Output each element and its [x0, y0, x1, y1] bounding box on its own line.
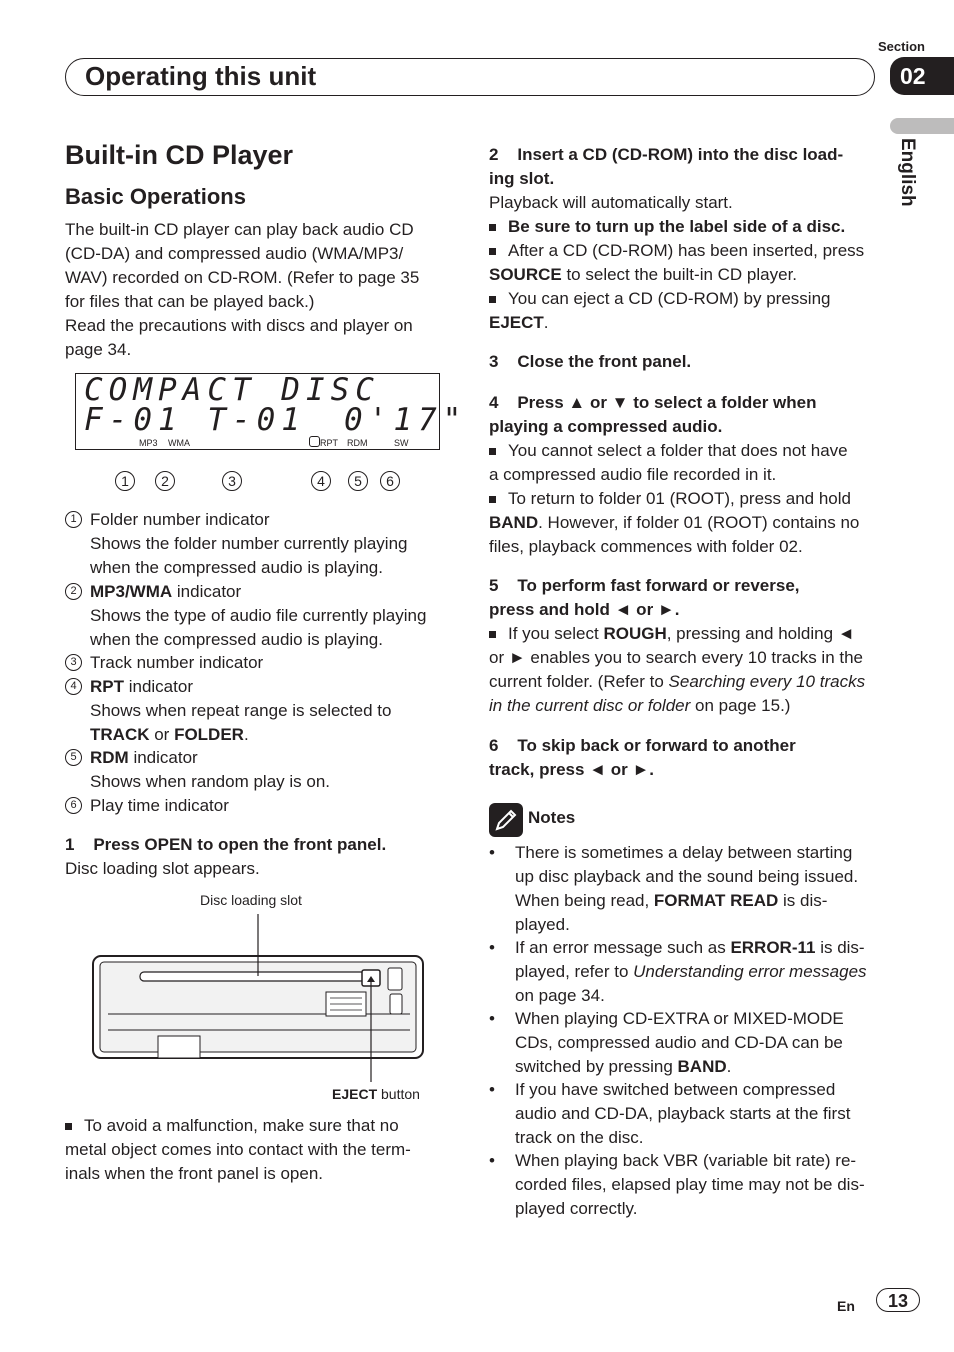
footer-language: En — [837, 1298, 855, 1314]
step-4-title: 4 Press ▲ or ▼ to select a folder when playing a compressed audio. — [489, 393, 817, 436]
step-3-title: 3 Close the front panel. — [489, 352, 692, 371]
repeat-icon — [309, 436, 320, 447]
callout-2: 2 — [155, 471, 175, 491]
step-6-title: 6 To skip back or forward to another track, press ◄ or ►. — [489, 736, 796, 779]
legend-item-rdm: 5 RDM indicator Shows when random play is on. — [65, 746, 455, 794]
page-number: 13 — [876, 1288, 920, 1312]
section-number-badge: 02 — [890, 57, 954, 95]
legend-item-play-time: 6 Play time indicator — [65, 794, 455, 818]
legend-item-mp3-wma: 2 MP3/WMA indicator Shows the type of audio file currently playing when the compressed audio is playing. — [65, 580, 455, 652]
step-2-bullet-3: You can eject a CD (CD-ROM) by pressing EJECT. — [489, 289, 831, 332]
bullet-square-icon — [489, 448, 496, 455]
warning-note: To avoid a malfunction, make sure that no metal object comes into contact with the term- inals when the front panel is open. — [65, 1116, 411, 1183]
note-5: • When playing back VBR (variable bit rate) re- corded files, elapsed play time may not be dis- played correctly. — [489, 1151, 865, 1218]
page-title: Operating this unit — [85, 61, 317, 91]
main-heading: Built-in CD Player — [65, 140, 294, 170]
step-2-title: 2 Insert a CD (CD-ROM) into the disc load- ing slot. — [489, 145, 844, 188]
notes-pencil-icon — [489, 803, 523, 837]
lcd-display-figure — [75, 372, 468, 450]
language-label: English — [897, 138, 918, 207]
step-4-bullet-1: You cannot select a folder that does not have a compressed audio file recorded in it. — [489, 441, 848, 484]
callout-6: 6 — [380, 471, 400, 491]
step-5-bullet-1: If you select ROUGH, pressing and holding ◄ or ► enables you to search every 10 tracks in the current folder. (Refer to Searching every 10 tracks in the current disc or folder on page 15.) — [489, 624, 866, 715]
legend-item-track-number: 3 Track number indicator — [65, 651, 455, 675]
step-4-bullet-2: To return to folder 01 (ROOT), press and hold BAND. However, if folder 01 (ROOT) contains no files, playback commences with folder 02. — [489, 489, 860, 556]
intro-paragraph: The built-in CD player can play back audio CD (CD-DA) and compressed audio (WMA/MP3/ WAV) recorded on CD-ROM. (Refer to page 35 for files that can be played back.) Read the precautions with discs and player on page 34. — [65, 220, 420, 359]
bullet-square-icon — [489, 224, 496, 231]
notes-heading: Notes — [528, 808, 576, 827]
bullet-square-icon — [489, 631, 496, 638]
lcd-play-time: 0'17" — [344, 402, 468, 438]
bullet-square-icon — [65, 1123, 72, 1130]
step-1-title: 1 Press OPEN to open the front panel. — [65, 835, 387, 854]
step-2-bullet-1: Be sure to turn up the label side of a disc. — [489, 215, 876, 239]
disc-slot-label: Disc loading slot — [200, 892, 302, 908]
legend-item-rpt: 4 RPT indicator Shows when repeat range is selected to TRACK or FOLDER. — [65, 675, 455, 747]
bullet-square-icon — [489, 496, 496, 503]
bullet-square-icon — [489, 248, 496, 255]
lcd-sw-indicator: SW — [394, 438, 409, 448]
note-4: • If you have switched between compressed audio and CD-DA, playback starts at the first track on the disc. — [489, 1080, 851, 1147]
sub-heading: Basic Operations — [65, 184, 246, 209]
front-panel-figure — [90, 912, 426, 1082]
step-2-bullet-2: After a CD (CD-ROM) has been inserted, press SOURCE to select the built-in CD player. — [489, 241, 865, 284]
language-tab — [890, 118, 954, 134]
lcd-folder-track: F-01 T-01 — [84, 402, 306, 438]
lcd-rpt-indicator: RPT — [320, 438, 338, 448]
callout-4: 4 — [311, 471, 331, 491]
callout-5: 5 — [348, 471, 368, 491]
lcd-rdm-indicator: RDM — [347, 438, 368, 448]
callout-3: 3 — [222, 471, 242, 491]
step-5-title: 5 To perform fast forward or reverse, press and hold ◄ or ►. — [489, 576, 800, 619]
lcd-wma-indicator: WMA — [168, 438, 190, 448]
callout-1: 1 — [115, 471, 135, 491]
note-1: • There is sometimes a delay between starting up disc playback and the sound being issued. When being read, FORMAT READ is dis- played. — [489, 843, 859, 934]
legend-item-folder-number: 1 Folder number indicator Shows the folder number currently playing when the compressed audio is playing. — [65, 508, 455, 580]
lcd-line1: COMPACT DISC — [84, 372, 380, 408]
bullet-square-icon — [489, 296, 496, 303]
section-label: Section — [878, 39, 925, 54]
step-1-text: Disc loading slot appears. — [65, 859, 260, 878]
note-3: • When playing CD-EXTRA or MIXED-MODE CDs, compressed audio and CD-DA can be switched by pressing BAND. — [489, 1009, 844, 1076]
note-2: • If an error message such as ERROR-11 is dis- played, refer to Understanding error messages on page 34. — [489, 938, 867, 1005]
lcd-mp3-indicator: MP3 — [139, 438, 158, 448]
step-2-text: Playback will automatically start. — [489, 193, 733, 212]
eject-button-label: EJECT button — [332, 1086, 420, 1102]
